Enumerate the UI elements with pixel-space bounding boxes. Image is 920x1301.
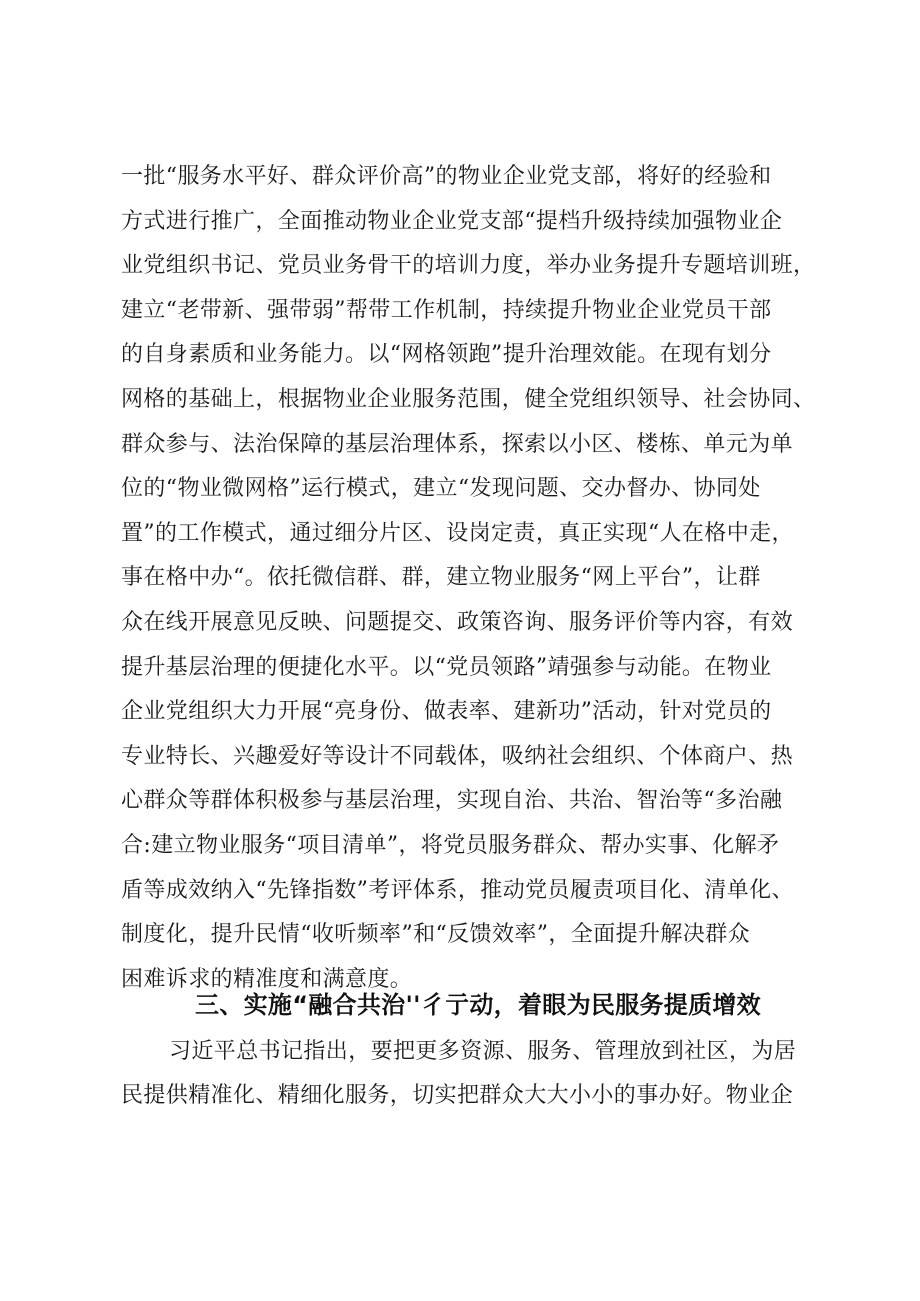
text-line: 提升基层治理的便捷化水平。以“党员领路”靖强参与动能。在物业 [121,654,772,680]
text-line: 众在线开展意见反映、问题提交、政策咨询、服务评价等内容，有效 [121,609,794,635]
text-line: 制度化，提升民情“收听频率”和“反馈效率”，全面提升解决群众 [121,922,750,948]
text-line: 业党组织书记、党员业务骨干的培训力度，举办业务提升专题培训班， [121,253,816,279]
section-heading: 三、实施“融合共治''彳亍动，着眼为民服务提质增效 [195,991,761,1019]
text-line: 盾等成效纳入“先锋指数”考评体系，推动党员履责项目化、清单化、 [121,877,794,903]
text-line: 位的“物业微网格”运行模式，建立“发现问题、交办督办、协同处 [121,476,761,502]
text-line: 方式进行推广，全面推动物业企业党支部“提档升级持续加强物业企 [121,208,783,234]
text-line: 企业党组织大力开展“亮身份、做表率、建新功”活动，针对党员的 [121,699,772,725]
text-line: 建立“老带新、强带弱”帮带工作机制，持续提升物业企业党员干部 [121,297,772,323]
body-paragraph-2 [121,1030,821,1118]
text-line: 专业特长、兴趣爱好等设计不同载体，吸纳社会组织、个体商户、热 [121,743,794,769]
text-line: 民提供精准化、精细化服务，切实把群众大大小小的事办好。物业企 [121,1083,794,1108]
text-line: 心群众等群体积极参与基层治理，实现自治、共治、智治等“多治融 [121,788,783,814]
text-line: 网格的基础上，根据物业企业服务范围，健全党组织领导、社会协同、 [121,386,816,412]
text-line: 习近平总书记指出，要把更多资源、服务、管理放到社区，为居 [169,1039,797,1064]
text-line: 困难诉求的精准度和满意度。 [121,966,413,992]
text-line: 的自身素质和业务能力。以“网格领跑”提升治理效能。在现有划分 [121,342,772,368]
text-line: 群众参与、法治保障的基层治理体系，探索以小区、楼栋、单元为单 [121,431,794,457]
text-line: 一批“服务水平好、群众评价高”的物业企业党支部，将好的经验和 [121,164,772,189]
text-line: 事在格中办“。依托微信群、群，建立物业服务“网上平台”，让群 [121,565,761,591]
body-paragraph [121,155,821,1002]
text-line: 合:建立物业服务“项目清单”，将党员服务群众、帮办实事、化解矛 [121,832,780,858]
text-line: 置”的工作模式，通过细分片区、设岗定责，真正实现“人在格中走， [121,520,794,546]
